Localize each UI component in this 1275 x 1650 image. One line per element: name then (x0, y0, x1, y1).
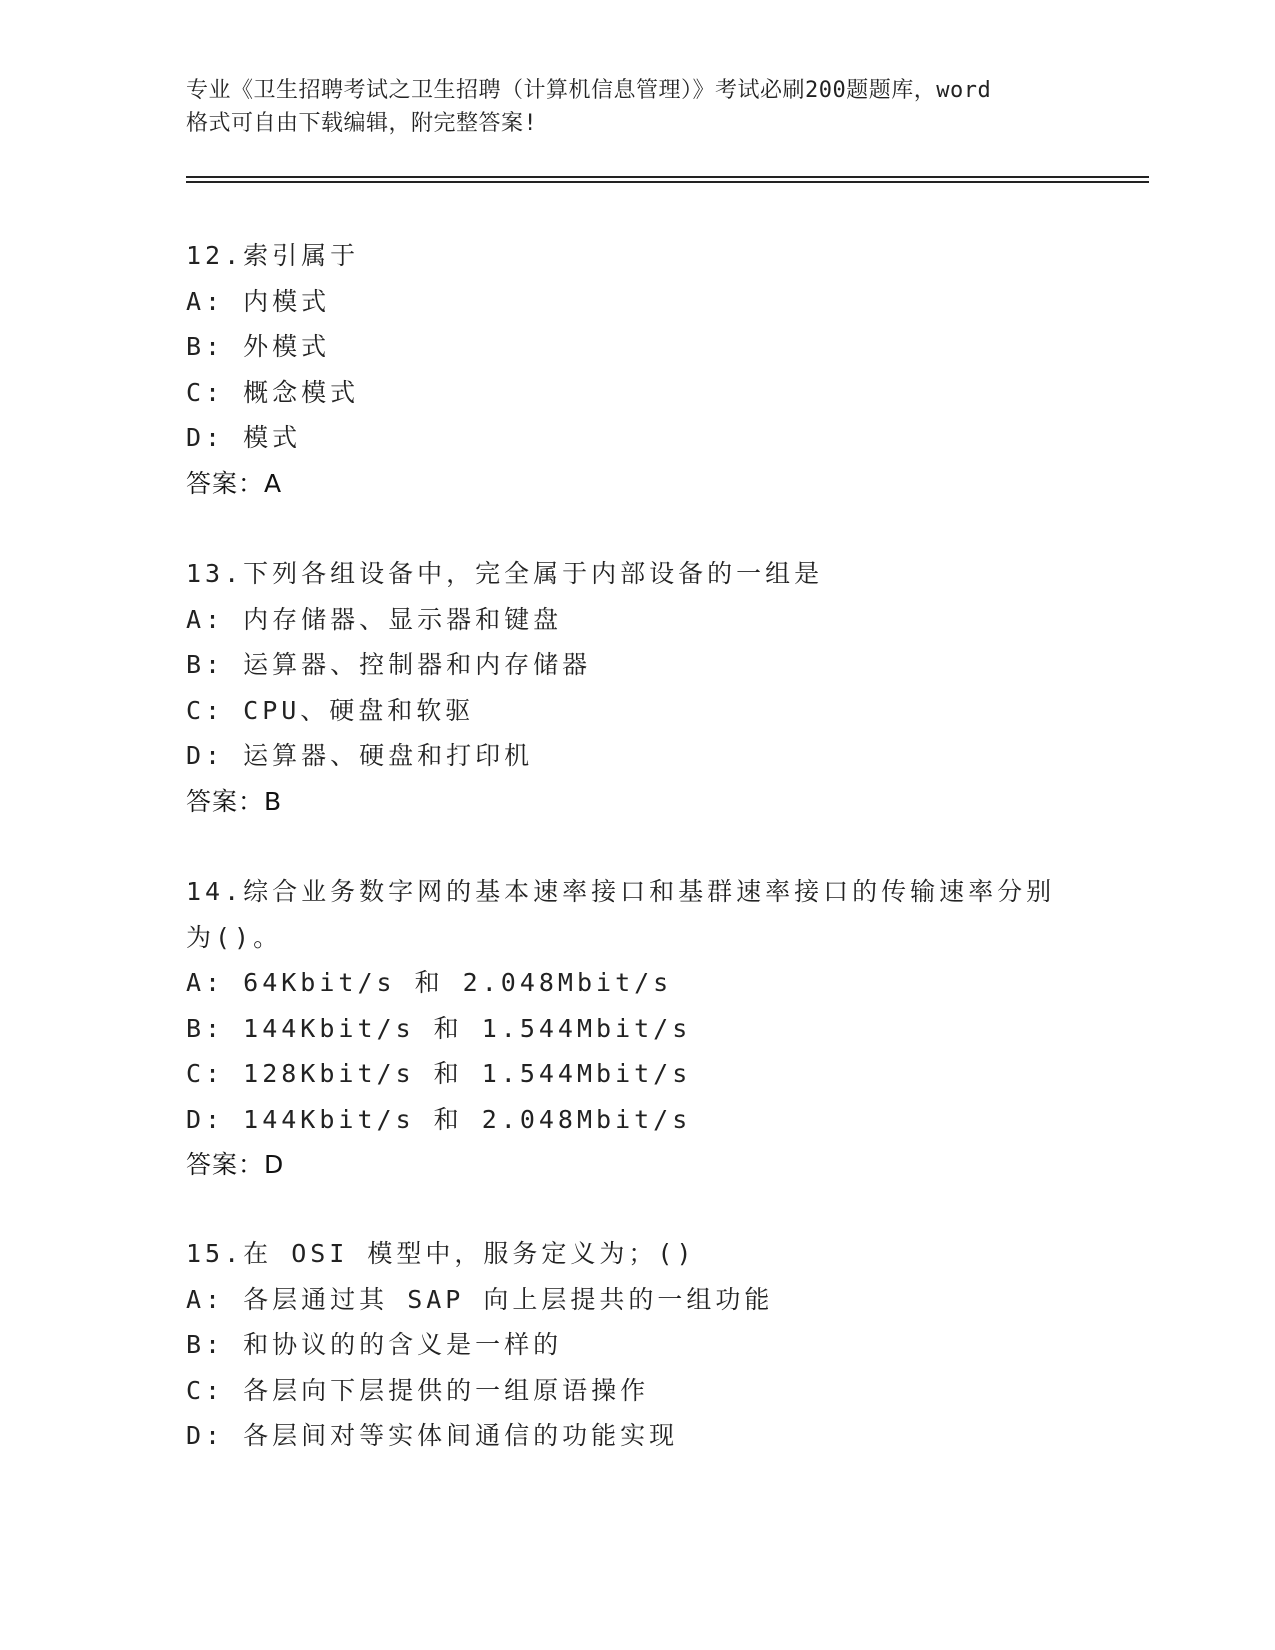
option-b: B: 和协议的的含义是一样的 (186, 1330, 563, 1359)
option-a: A: 内模式 (186, 286, 331, 316)
question-13 (186, 551, 1086, 824)
option-c: C: 各层向下层提供的一组原语操作 (186, 1375, 650, 1405)
option-c: C: 概念模式 (186, 377, 360, 407)
option-d: D: 模式 (186, 423, 302, 452)
header-divider-bottom (186, 181, 1149, 183)
option-c: C: CPU、硬盘和软驱 (186, 695, 475, 725)
question-12 (186, 233, 1086, 506)
option-b: B: 运算器、控制器和内存储器 (186, 650, 592, 679)
question-15 (186, 1231, 1086, 1459)
question-stem: 12.索引属于 (186, 241, 360, 270)
option-d: D: 144Kbit/s 和 2.048Mbit/s (186, 1104, 692, 1134)
option-a: A: 64Kbit/s 和 2.048Mbit/s (186, 968, 673, 997)
option-d: D: 各层间对等实体间通信的功能实现 (186, 1421, 679, 1450)
question-14 (186, 869, 1086, 1188)
answer-label: 答案：D (186, 1150, 285, 1179)
option-d: D: 运算器、硬盘和打印机 (186, 741, 534, 770)
header-divider-top (186, 176, 1149, 178)
answer-label: 答案：A (186, 468, 283, 498)
header-line-1: 专业《卫生招聘考试之卫生招聘（计算机信息管理）》考试必刷200题题库，word (186, 78, 992, 103)
question-stem: 14.综合业务数字网的基本速率接口和基群速率接口的传输速率分别为()。 (186, 877, 1056, 952)
document-header (186, 74, 1086, 140)
option-a: A: 各层通过其 SAP 向上层提共的一组功能 (186, 1284, 774, 1314)
option-b: B: 外模式 (186, 332, 331, 361)
question-stem: 13.下列各组设备中，完全属于内部设备的一组是 (186, 559, 824, 588)
question-stem: 15.在 OSI 模型中，服务定义为；() (186, 1239, 696, 1268)
option-b: B: 144Kbit/s 和 1.544Mbit/s (186, 1013, 692, 1043)
option-c: C: 128Kbit/s 和 1.544Mbit/s (186, 1059, 692, 1088)
answer-label: 答案：B (186, 786, 283, 816)
option-a: A: 内存储器、显示器和键盘 (186, 604, 563, 634)
header-line-2: 格式可自由下载编辑，附完整答案! (186, 111, 538, 136)
